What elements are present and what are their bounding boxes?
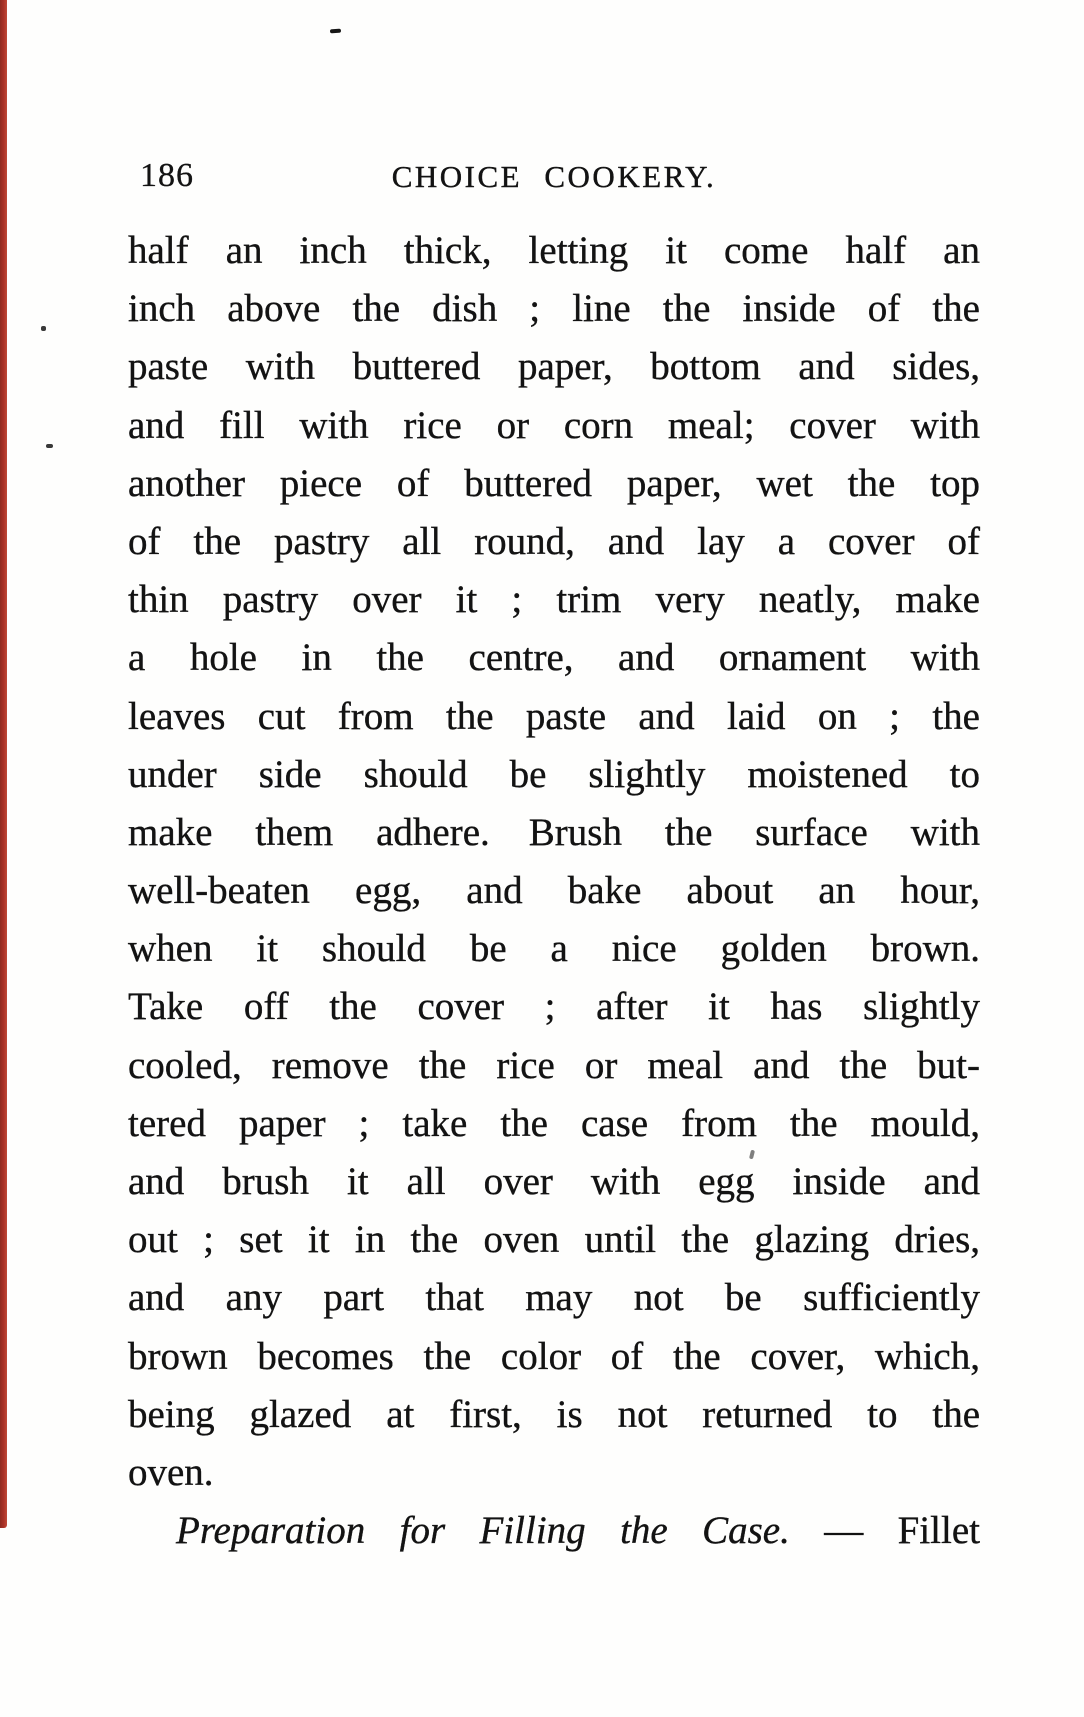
body-line: leaves cut from the paste and laid on ; the	[128, 694, 980, 738]
body-line: cooled, remove the rice or meal and the but-	[128, 1043, 980, 1087]
body-line: under side should be slightly moistened to	[128, 752, 980, 796]
body-line: half an inch thick, letting it come half an	[128, 229, 980, 272]
body-line: inch above the dish ; line the inside of the	[128, 287, 980, 331]
body-line: another piece of buttered paper, wet the top	[128, 461, 980, 505]
closing-roman-text: — Fillet	[789, 1509, 980, 1553]
body-line: and any part that may not be sufficiently	[128, 1276, 980, 1320]
paragraph-lines	[128, 222, 980, 1502]
body-line: brown becomes the color of the cover, which,	[128, 1334, 980, 1378]
scan-edge-red-line	[0, 0, 7, 1528]
body-line: make them adhere. Brush the surface with	[128, 810, 980, 854]
body-line: a hole in the centre, and ornament with	[128, 636, 980, 680]
closing-line	[128, 1502, 980, 1560]
body-line: and brush it all over with egg inside and	[128, 1160, 980, 1203]
body-line: and fill with rice or corn meal; cover with	[128, 403, 980, 447]
page-title: CHOICE COOKERY.	[391, 159, 717, 194]
body-line: out ; set it in the oven until the glazing dries,	[128, 1218, 980, 1262]
body-line: tered paper ; take the case from the mould,	[128, 1101, 980, 1145]
body-line: Take off the cover ; after it has slightly	[128, 985, 980, 1029]
recipe-subheading: Preparation for Filling the Case.	[176, 1509, 790, 1553]
body-line: when it should be a nice golden brown.	[128, 927, 980, 971]
page-number: 186	[140, 157, 194, 194]
body-line: of the pastry all round, and lay a cover of	[128, 519, 980, 563]
ink-speck	[46, 444, 53, 448]
body-line: being glazed at first, is not returned to the	[128, 1392, 980, 1436]
body-line: oven.	[128, 1450, 214, 1494]
body-line: paste with buttered paper, bottom and sides,	[128, 345, 980, 389]
body-line: thin pastry over it ; trim very neatly, make	[128, 578, 980, 622]
stray-dash-mark	[330, 29, 341, 34]
body-line: well-beaten egg, and bake about an hour,	[128, 869, 980, 913]
body-text	[128, 222, 980, 1560]
ink-speck	[41, 326, 46, 331]
running-head	[128, 158, 980, 198]
